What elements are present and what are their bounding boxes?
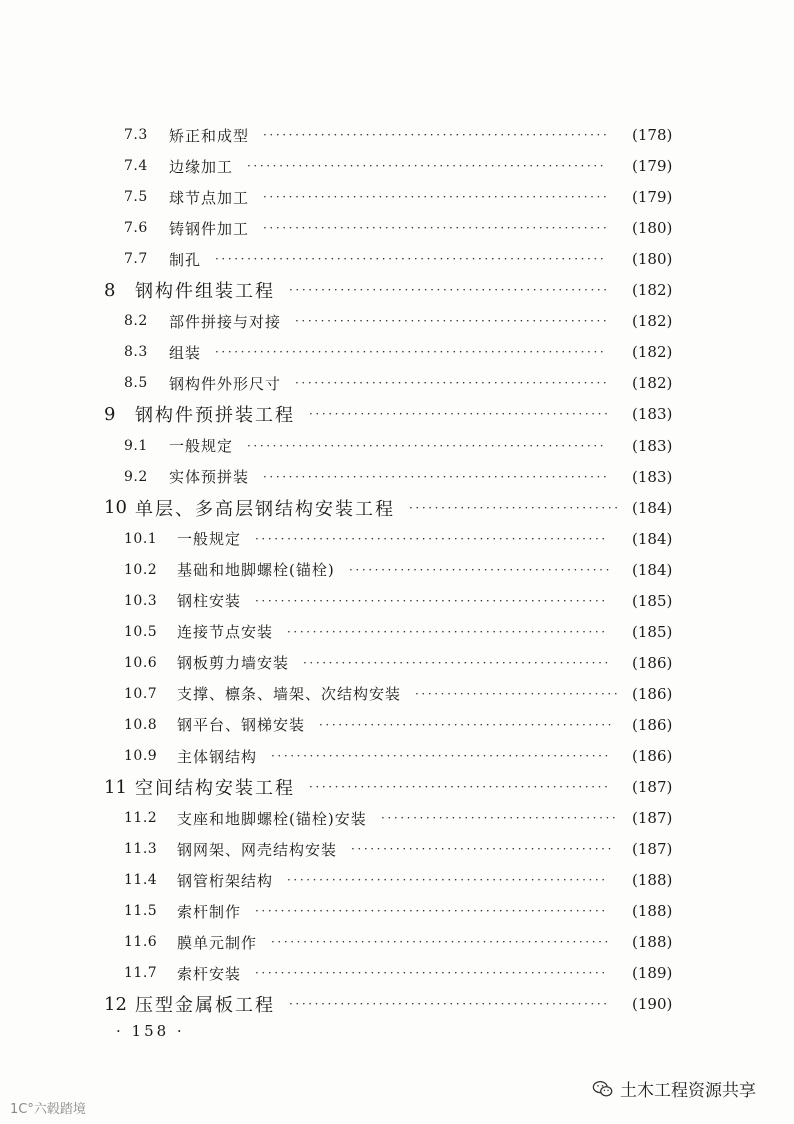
toc-chapter-row (0, 496, 794, 520)
toc-leader-dots: ················································· (295, 376, 610, 391)
toc-section-row (0, 527, 794, 551)
toc-title: 钢网架、网壳结构安装 (177, 840, 338, 859)
toc-leader-dots: ····························································· (215, 252, 607, 267)
toc-title: 索杆安装 (177, 964, 242, 983)
toc-number: 11 (104, 776, 127, 798)
toc-page-number: (182) (632, 281, 673, 300)
toc-title: 连接节点安装 (177, 623, 274, 642)
toc-number: 11.6 (124, 934, 158, 951)
toc-title: 支座和地脚螺栓(锚栓)安装 (177, 809, 367, 828)
toc-title: 支撑、檩条、墙架、次结构安装 (177, 685, 402, 704)
toc-section-row (0, 340, 794, 364)
toc-number: 8.5 (124, 375, 148, 392)
toc-page-number: (187) (632, 778, 673, 797)
toc-chapter-row (0, 992, 794, 1016)
toc-number: 10.7 (124, 685, 158, 702)
toc-section-row (0, 806, 794, 830)
toc-page-number: (182) (632, 312, 673, 331)
toc-page-number: (184) (632, 529, 673, 548)
toc-page-number: (183) (632, 405, 673, 424)
toc-leader-dots: ······················································ (263, 190, 610, 205)
toc-section-row (0, 309, 794, 333)
toc-leader-dots: ······················································· (255, 593, 608, 608)
toc-title: 膜单元制作 (177, 933, 258, 952)
page-number: · 158 · (116, 1022, 185, 1040)
toc-page-number: (180) (632, 219, 673, 238)
toc-number: 9.1 (124, 437, 148, 454)
toc-title: 钢平台、钢梯安装 (177, 716, 306, 735)
toc-chapter-row (0, 402, 794, 426)
toc-number: 10.5 (124, 623, 158, 640)
toc-leader-dots: ························································ (247, 159, 607, 174)
toc-page-number: (179) (632, 188, 673, 207)
toc-title: 压型金属板工程 (135, 995, 275, 1017)
toc-number: 7.7 (124, 251, 148, 268)
toc-title: 钢板剪力墙安装 (177, 654, 290, 673)
toc-section-row (0, 713, 794, 737)
toc-page-number: (185) (632, 622, 673, 641)
toc-leader-dots: ······················································· (255, 904, 608, 919)
toc-page-number: (188) (632, 902, 673, 921)
toc-leader-dots: ·················································· (287, 873, 608, 888)
toc-section-row (0, 744, 794, 768)
toc-title: 主体钢结构 (177, 747, 258, 766)
toc-section-row (0, 899, 794, 923)
toc-leader-dots: ····································· (381, 811, 619, 826)
toc-leader-dots: ······················································ (263, 469, 610, 484)
toc-leader-dots: ·················································· (287, 624, 608, 639)
toc-leader-dots: ·············································· (319, 717, 615, 732)
toc-leader-dots: ········································· (351, 842, 614, 857)
toc-page-number: (188) (632, 871, 673, 890)
toc-number: 7.4 (124, 158, 148, 175)
toc-number: 8.2 (124, 313, 148, 330)
toc-title: 空间结构安装工程 (135, 778, 295, 800)
toc-section-row (0, 216, 794, 240)
toc-title: 实体预拼装 (169, 468, 250, 487)
toc-number: 7.5 (124, 189, 148, 206)
toc-title: 钢构件外形尺寸 (169, 374, 282, 393)
toc-page-number: (178) (632, 126, 673, 144)
toc-leader-dots: ······················································· (255, 531, 608, 546)
toc-number: 11.2 (124, 810, 158, 827)
toc-section-row (0, 154, 794, 178)
toc-number: 11.5 (124, 903, 158, 920)
toc-page-number: (180) (632, 250, 673, 269)
toc-page-number: (182) (632, 374, 673, 393)
toc-leader-dots: ·················································· (289, 997, 610, 1012)
toc-number: 10.8 (124, 716, 158, 733)
toc-number: 10.2 (124, 561, 158, 578)
toc-number: 7.3 (124, 127, 148, 143)
toc-title: 铸钢件加工 (169, 219, 250, 238)
toc-page-number: (189) (632, 964, 673, 983)
toc-page-number: (184) (632, 498, 673, 517)
toc-page-number: (183) (632, 436, 673, 455)
toc-title: 索杆制作 (177, 902, 242, 921)
toc-leader-dots: ··············································· (309, 407, 611, 422)
toc-leader-dots: ·················································· (289, 283, 610, 298)
toc-number: 9 (104, 403, 116, 425)
toc-page-number: (187) (632, 840, 673, 859)
toc-number: 10.9 (124, 748, 158, 764)
toc-page-number: (188) (632, 933, 673, 952)
toc-section-row (0, 434, 794, 458)
toc-section-row (0, 682, 794, 706)
toc-number: 11.7 (124, 965, 158, 982)
toc-leader-dots: ····················································· (271, 935, 611, 950)
toc-title: 基础和地脚螺栓(锚栓) (177, 561, 335, 580)
toc-page-number: (183) (632, 467, 673, 486)
toc-section-row (0, 620, 794, 644)
toc-section-row (0, 465, 794, 489)
toc-leader-dots: ································· (409, 500, 621, 515)
toc-section-row (0, 247, 794, 271)
toc-number: 11.4 (124, 872, 158, 889)
toc-title: 边缘加工 (169, 157, 234, 176)
toc-number: 10.3 (124, 592, 158, 609)
toc-page-number: (185) (632, 591, 673, 610)
toc-title: 钢构件预拼装工程 (135, 405, 295, 427)
toc-section-row (0, 589, 794, 613)
toc-number: 9.2 (124, 468, 148, 485)
toc-section-row (0, 123, 794, 147)
toc-chapter-row (0, 278, 794, 302)
toc-title: 部件拼接与对接 (169, 312, 282, 331)
toc-number: 11.3 (124, 841, 158, 858)
toc-leader-dots: ····························································· (215, 345, 607, 360)
toc-title: 制孔 (169, 250, 202, 269)
toc-section-row (0, 868, 794, 892)
watermark-right (592, 1076, 756, 1101)
toc-number: 8.3 (124, 344, 148, 361)
toc-section-row (0, 558, 794, 582)
toc-leader-dots: ······················································· (255, 966, 608, 981)
toc-title: 钢构件组装工程 (135, 281, 275, 303)
toc-section-row (0, 651, 794, 675)
toc-title: 钢柱安装 (177, 592, 242, 611)
toc-title: 一般规定 (177, 530, 242, 549)
toc-leader-dots: ··············································· (309, 780, 611, 795)
toc-title: 一般规定 (169, 437, 234, 455)
toc-page-number: (179) (632, 157, 673, 176)
toc-number: 10 (104, 497, 127, 519)
toc-section-row (0, 837, 794, 861)
toc-page-number: (187) (632, 809, 673, 828)
toc-chapter-row (0, 775, 794, 799)
toc-section-row (0, 371, 794, 395)
toc-number: 10.6 (124, 654, 158, 671)
wechat-icon (592, 1078, 614, 1100)
toc-title: 球节点加工 (169, 188, 250, 207)
toc-leader-dots: ················································· (295, 314, 610, 329)
toc-leader-dots: ······················································ (263, 221, 610, 236)
toc-title: 单层、多高层钢结构安装工程 (135, 498, 395, 520)
toc-page-number: (186) (632, 715, 673, 734)
toc-title: 矫正和成型 (169, 126, 250, 145)
watermark-right-text: 土木工程资源共享 (620, 1081, 756, 1101)
toc-section-row (0, 185, 794, 209)
toc-title: 组装 (169, 343, 202, 362)
toc-page-number: (186) (632, 684, 673, 703)
toc-page-number: (186) (632, 653, 673, 672)
toc-page-number: (190) (632, 995, 673, 1014)
toc-page-number: (186) (632, 747, 673, 765)
toc-section-row (0, 930, 794, 954)
watermark-left: 1C°六毂踏境 (10, 1102, 86, 1117)
toc-title: 钢管桁架结构 (177, 871, 274, 890)
toc-number: 7.6 (124, 220, 148, 237)
toc-number: 12 (104, 993, 127, 1015)
toc-number: 10.1 (124, 530, 158, 547)
toc-page-number: (184) (632, 560, 673, 579)
toc-leader-dots: ······················································ (263, 128, 610, 142)
toc-page-number: (182) (632, 343, 673, 362)
toc-leader-dots: ························································ (247, 438, 607, 453)
toc-leader-dots: ································ (415, 686, 621, 701)
toc-section-row (0, 961, 794, 985)
toc-leader-dots: ········································· (349, 562, 612, 577)
toc-number: 8 (104, 279, 116, 301)
toc-leader-dots: ····················································· (271, 749, 611, 763)
toc-leader-dots: ················································ (303, 655, 611, 670)
